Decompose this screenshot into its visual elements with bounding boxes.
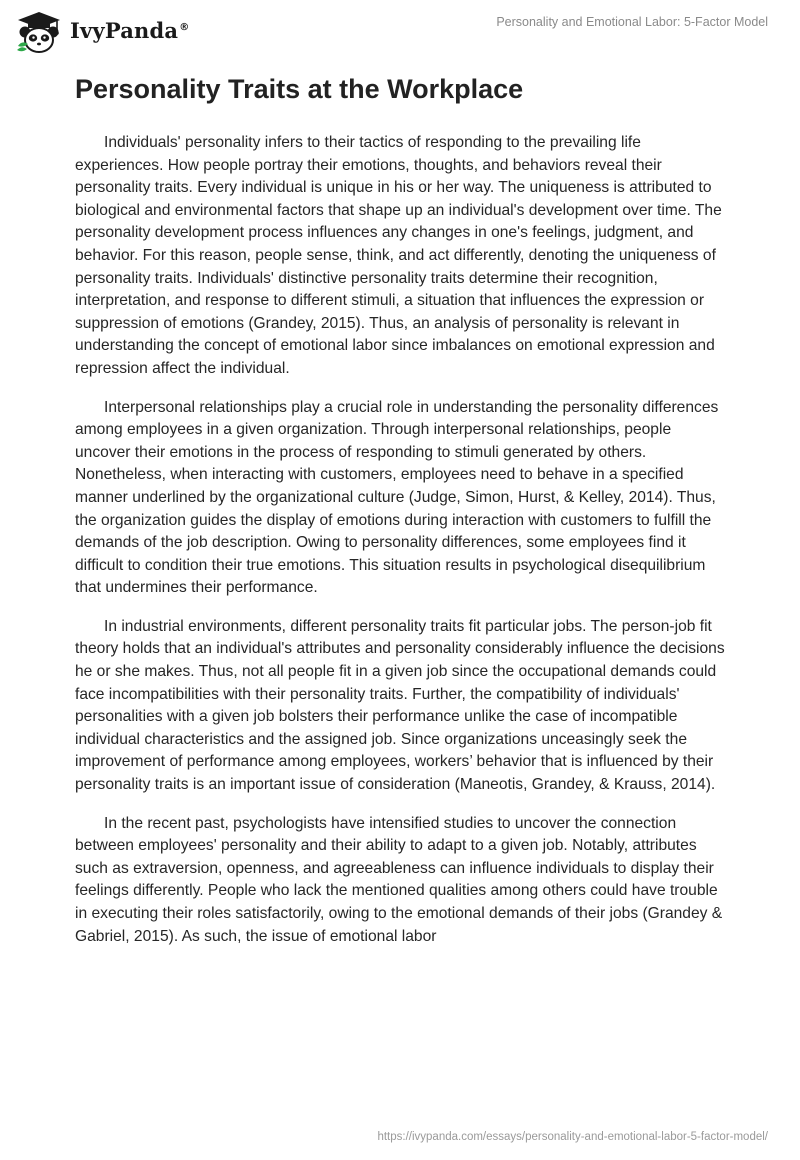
page-title: Personality Traits at the Workplace (75, 74, 524, 104)
document-header-title: Personality and Emotional Labor: 5-Factor Model (496, 15, 768, 29)
registered-mark: ® (179, 21, 190, 33)
brand-name-text: IvyPanda (70, 17, 179, 43)
paragraph: In the recent past, psychologists have intensified studies to uncover the connection between employees' personality and their ability to adapt to a given job. Notably, attributes such as extraversion, openness, and agreeableness can influence individuals to display their feelings differently. People who lack the mentioned qualities among others could have trouble in executing their roles satisfactorily, owing to the emotional demands of their jobs (Grandey & Gabriel, 2015). As such, the issue of emotional labor (75, 814, 723, 945)
panda-graduation-cap-icon (14, 10, 64, 54)
ivypanda-logo[interactable] (14, 10, 189, 54)
article-body (75, 132, 725, 964)
paragraph: Individuals' personality infers to their tactics of responding to the prevailing life experiences. How people portray their emotions, thoughts, and behaviors reveal their personality traits. Every individual is unique in his or her way. The uniqueness is attributed to biological and environmental factors that shape up an individual's development over time. The personality development process influences any changes in one's feelings, judgment, and behavior. For this reason, people sense, think, and act differently, denoting the uniqueness of personality traits. Individuals' distinctive personality traits determine their recognition, interpretation, and response to different stimuli, a situation that influences the expression or suppression of emotions (Grandey, 2015). Thus, an analysis of personality is relevant in understanding the concept of emotional labor since imbalances on emotional expression and repression affect the individual. (75, 134, 722, 377)
page-header (0, 0, 800, 60)
brand-name (70, 18, 189, 43)
source-url[interactable]: https://ivypanda.com/essays/personality-and-emotional-labor-5-factor-model/ (377, 1131, 768, 1143)
paragraph: In industrial environments, different personality traits fit particular jobs. The person-job fit theory holds that an individual's attributes and personality considerably influence the decisions he or she makes. Thus, not all people fit in a given job since the occupational demands could face incompatibilities with their personality traits. Further, the compatibility of individuals' personalities with a given job bolsters their performance unlike the case of incompatible individual characteristics and the assigned job. Since organizations unceasingly seek the improvement of performance among employees, workers’ behavior that is influenced by their personality traits is an important issue of consideration (Maneotis, Grandey, & Krauss, 2014). (75, 617, 725, 794)
paragraph: Interpersonal relationships play a crucial role in understanding the personality differences among employees in a given organization. Through interpersonal relationships, people uncover their emotions in the process of responding to stimuli generated by others. Nonetheless, when interacting with customers, employees need to behave in a specified manner underlined by the organizational culture (Judge, Simon, Hurst, & Kelley, 2014). Thus, the organization guides the display of emotions during interaction with customers to fulfill the demands of the job description. Owing to personality differences, some employees find it difficult to condition their true emotions. This situation results in psychological disequilibrium that undermines their performance. (75, 398, 719, 597)
